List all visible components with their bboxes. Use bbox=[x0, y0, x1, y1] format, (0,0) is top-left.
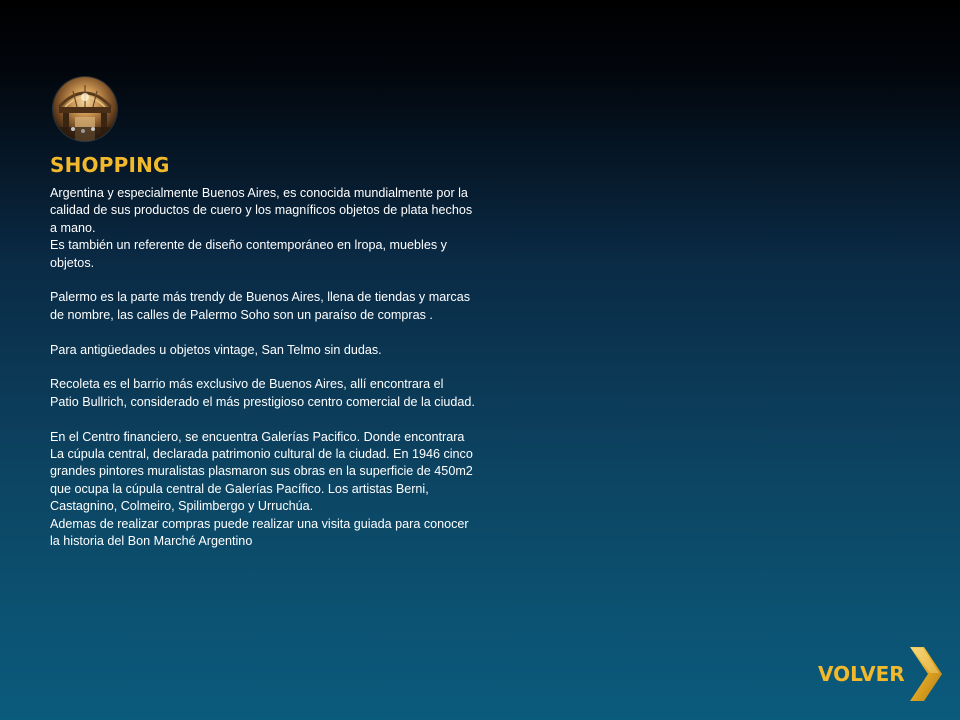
paragraph-design: Es también un referente de diseño contemporáneo en lropa, muebles y objetos. bbox=[50, 238, 447, 270]
paragraph-recoleta: Recoleta es el barrio más exclusivo de Buenos Aires, allí encontrara el Patio Bullrich, considerado el más prestigioso centro comercial de la ciudad. bbox=[50, 377, 475, 409]
paragraph-san-telmo: Para antigüedades u objetos vintage, San Telmo sin dudas. bbox=[50, 342, 382, 357]
content-body bbox=[50, 185, 475, 550]
paragraph-centro: En el Centro financiero, se encuentra Galerías Pacifico. Donde encontrara La cúpula central, declarada patrimonio cultural de la ciudad. En 1946 cinco grandes pintores muralistas plasmaron sus obras en la superficie de 450m2 que ocupa la cúpula central de Galerías Pacífico. Los artistas Berni, Castagnino, Colmeiro, Spilimbergo y Urruchúa. bbox=[50, 429, 473, 514]
paragraph-intro: Argentina y especialmente Buenos Aires, es conocida mundialmente por la calidad de sus productos de cuero y los magníficos objetos de plata hechos a mano. bbox=[50, 186, 473, 235]
chevron-right-icon[interactable] bbox=[908, 645, 944, 708]
galerias-pacifico-dome-photo-icon bbox=[53, 77, 117, 141]
back-button-label[interactable]: VOLVER bbox=[818, 662, 905, 686]
paragraph-guided-visit: Ademas de realizar compras puede realizar una visita guiada para conocer la historia del Bon Marché Argentino bbox=[50, 516, 469, 549]
paragraph-palermo: Palermo es la parte más trendy de Buenos Aires, llena de tiendas y marcas de nombre, las calles de Palermo Soho son un paraíso de compras . bbox=[50, 290, 471, 322]
page-title: SHOPPING bbox=[50, 153, 170, 177]
back-button[interactable] bbox=[818, 645, 948, 705]
